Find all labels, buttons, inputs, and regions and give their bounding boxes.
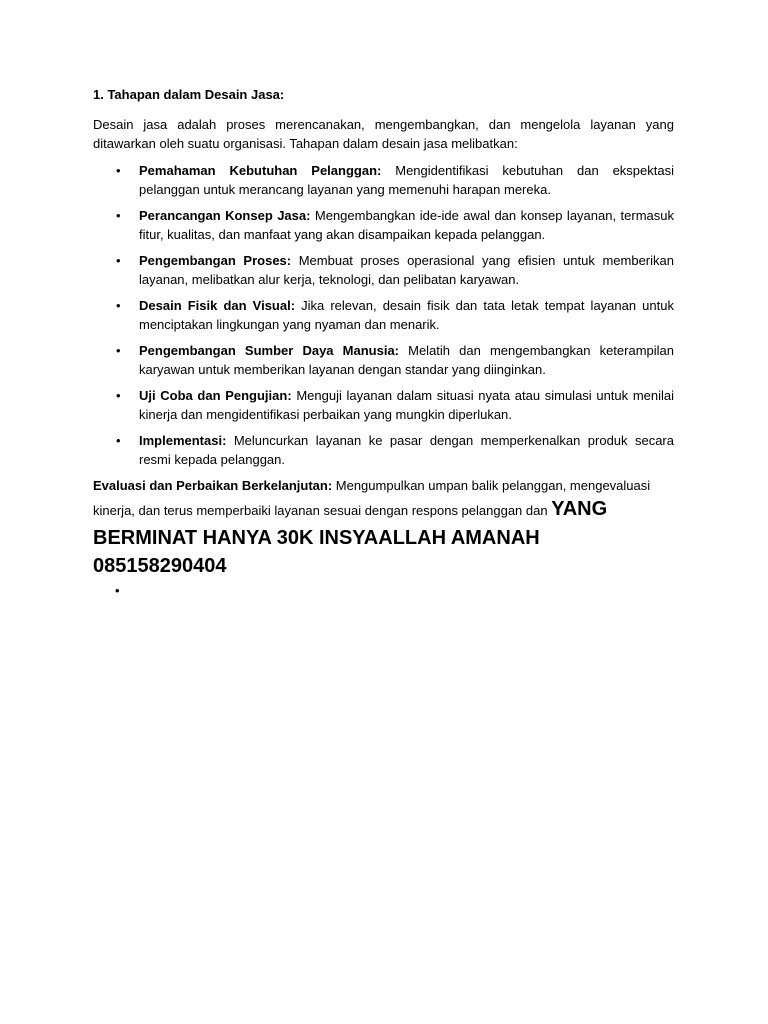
bullet-icon: •	[116, 388, 121, 403]
evaluation-paragraph	[93, 476, 674, 495]
list-item	[116, 341, 674, 379]
evaluation-text: Mengumpulkan umpan balik pelanggan, mengevaluasi	[332, 478, 651, 493]
intro-paragraph: Desain jasa adalah proses merencanakan, mengembangkan, dan mengelola layanan yang ditawarkan oleh suatu organisasi. Tahapan dalam desain jasa melibatkan:	[93, 117, 674, 151]
list-item	[116, 296, 674, 334]
step-text: Mengembangkan ide-ide awal dan konsep layanan, termasuk fitur, kualitas, dan manfaat yang akan disampaikan kepada pelanggan.	[139, 208, 674, 242]
step-term: Implementasi:	[139, 433, 227, 448]
evaluation-continuation	[93, 495, 674, 524]
section-heading: 1. Tahapan dalam Desain Jasa:	[93, 87, 285, 102]
step-term: Pengembangan Sumber Daya Manusia:	[139, 343, 399, 358]
step-term: Pengembangan Proses:	[139, 253, 292, 268]
bullet-icon: •	[116, 433, 121, 448]
bullet-icon: •	[116, 298, 121, 313]
bullet-icon: •	[116, 208, 121, 223]
step-text: Melatih dan mengembangkan keterampilan karyawan untuk memberikan layanan dengan standar yang diinginkan.	[139, 343, 674, 377]
step-text: Menguji layanan dalam situasi nyata atau simulasi untuk menilai kinerja dan mengidentifikasi perbaikan yang mungkin diperlukan.	[139, 388, 674, 422]
step-term: Pemahaman Kebutuhan Pelanggan:	[139, 163, 382, 178]
promo-phone-number: 085158290404	[93, 555, 227, 577]
bullet-icon: •	[115, 583, 120, 598]
bullet-icon: •	[116, 163, 121, 178]
step-text: Meluncurkan layanan ke pasar dengan memperkenalkan produk secara resmi kepada pelanggan.	[139, 433, 674, 467]
evaluation-text-2: kinerja, dan terus memperbaiki layanan sesuai dengan respons pelanggan dan	[93, 503, 552, 518]
step-text: Mengidentifikasi kebutuhan dan ekspektasi pelanggan untuk merancang layanan yang memenuhi harapan mereka.	[139, 163, 674, 197]
step-term: Desain Fisik dan Visual:	[139, 298, 296, 313]
list-item	[116, 161, 674, 199]
list-item	[116, 431, 674, 469]
bullet-icon: •	[116, 253, 121, 268]
promo-line-1: BERMINAT HANYA 30K INSYAALLAH AMANAH	[93, 527, 540, 549]
list-item	[116, 206, 674, 244]
evaluation-term: Evaluasi dan Perbaikan Berkelanjutan:	[93, 478, 333, 493]
promo-inline-text: YANG	[551, 498, 608, 520]
bullet-icon: •	[116, 343, 121, 358]
step-term: Uji Coba dan Pengujian:	[139, 388, 292, 403]
step-text: Jika relevan, desain fisik dan tata letak tempat layanan untuk menciptakan lingkungan yang nyaman dan menarik.	[139, 298, 674, 332]
step-text: Membuat proses operasional yang efisien untuk memberikan layanan, melibatkan alur kerja, teknologi, dan pelibatan karyawan.	[139, 253, 674, 287]
step-term: Perancangan Konsep Jasa:	[139, 208, 311, 223]
list-item	[116, 251, 674, 289]
empty-list-item	[93, 581, 674, 600]
steps-list	[93, 161, 674, 469]
list-item	[116, 386, 674, 424]
